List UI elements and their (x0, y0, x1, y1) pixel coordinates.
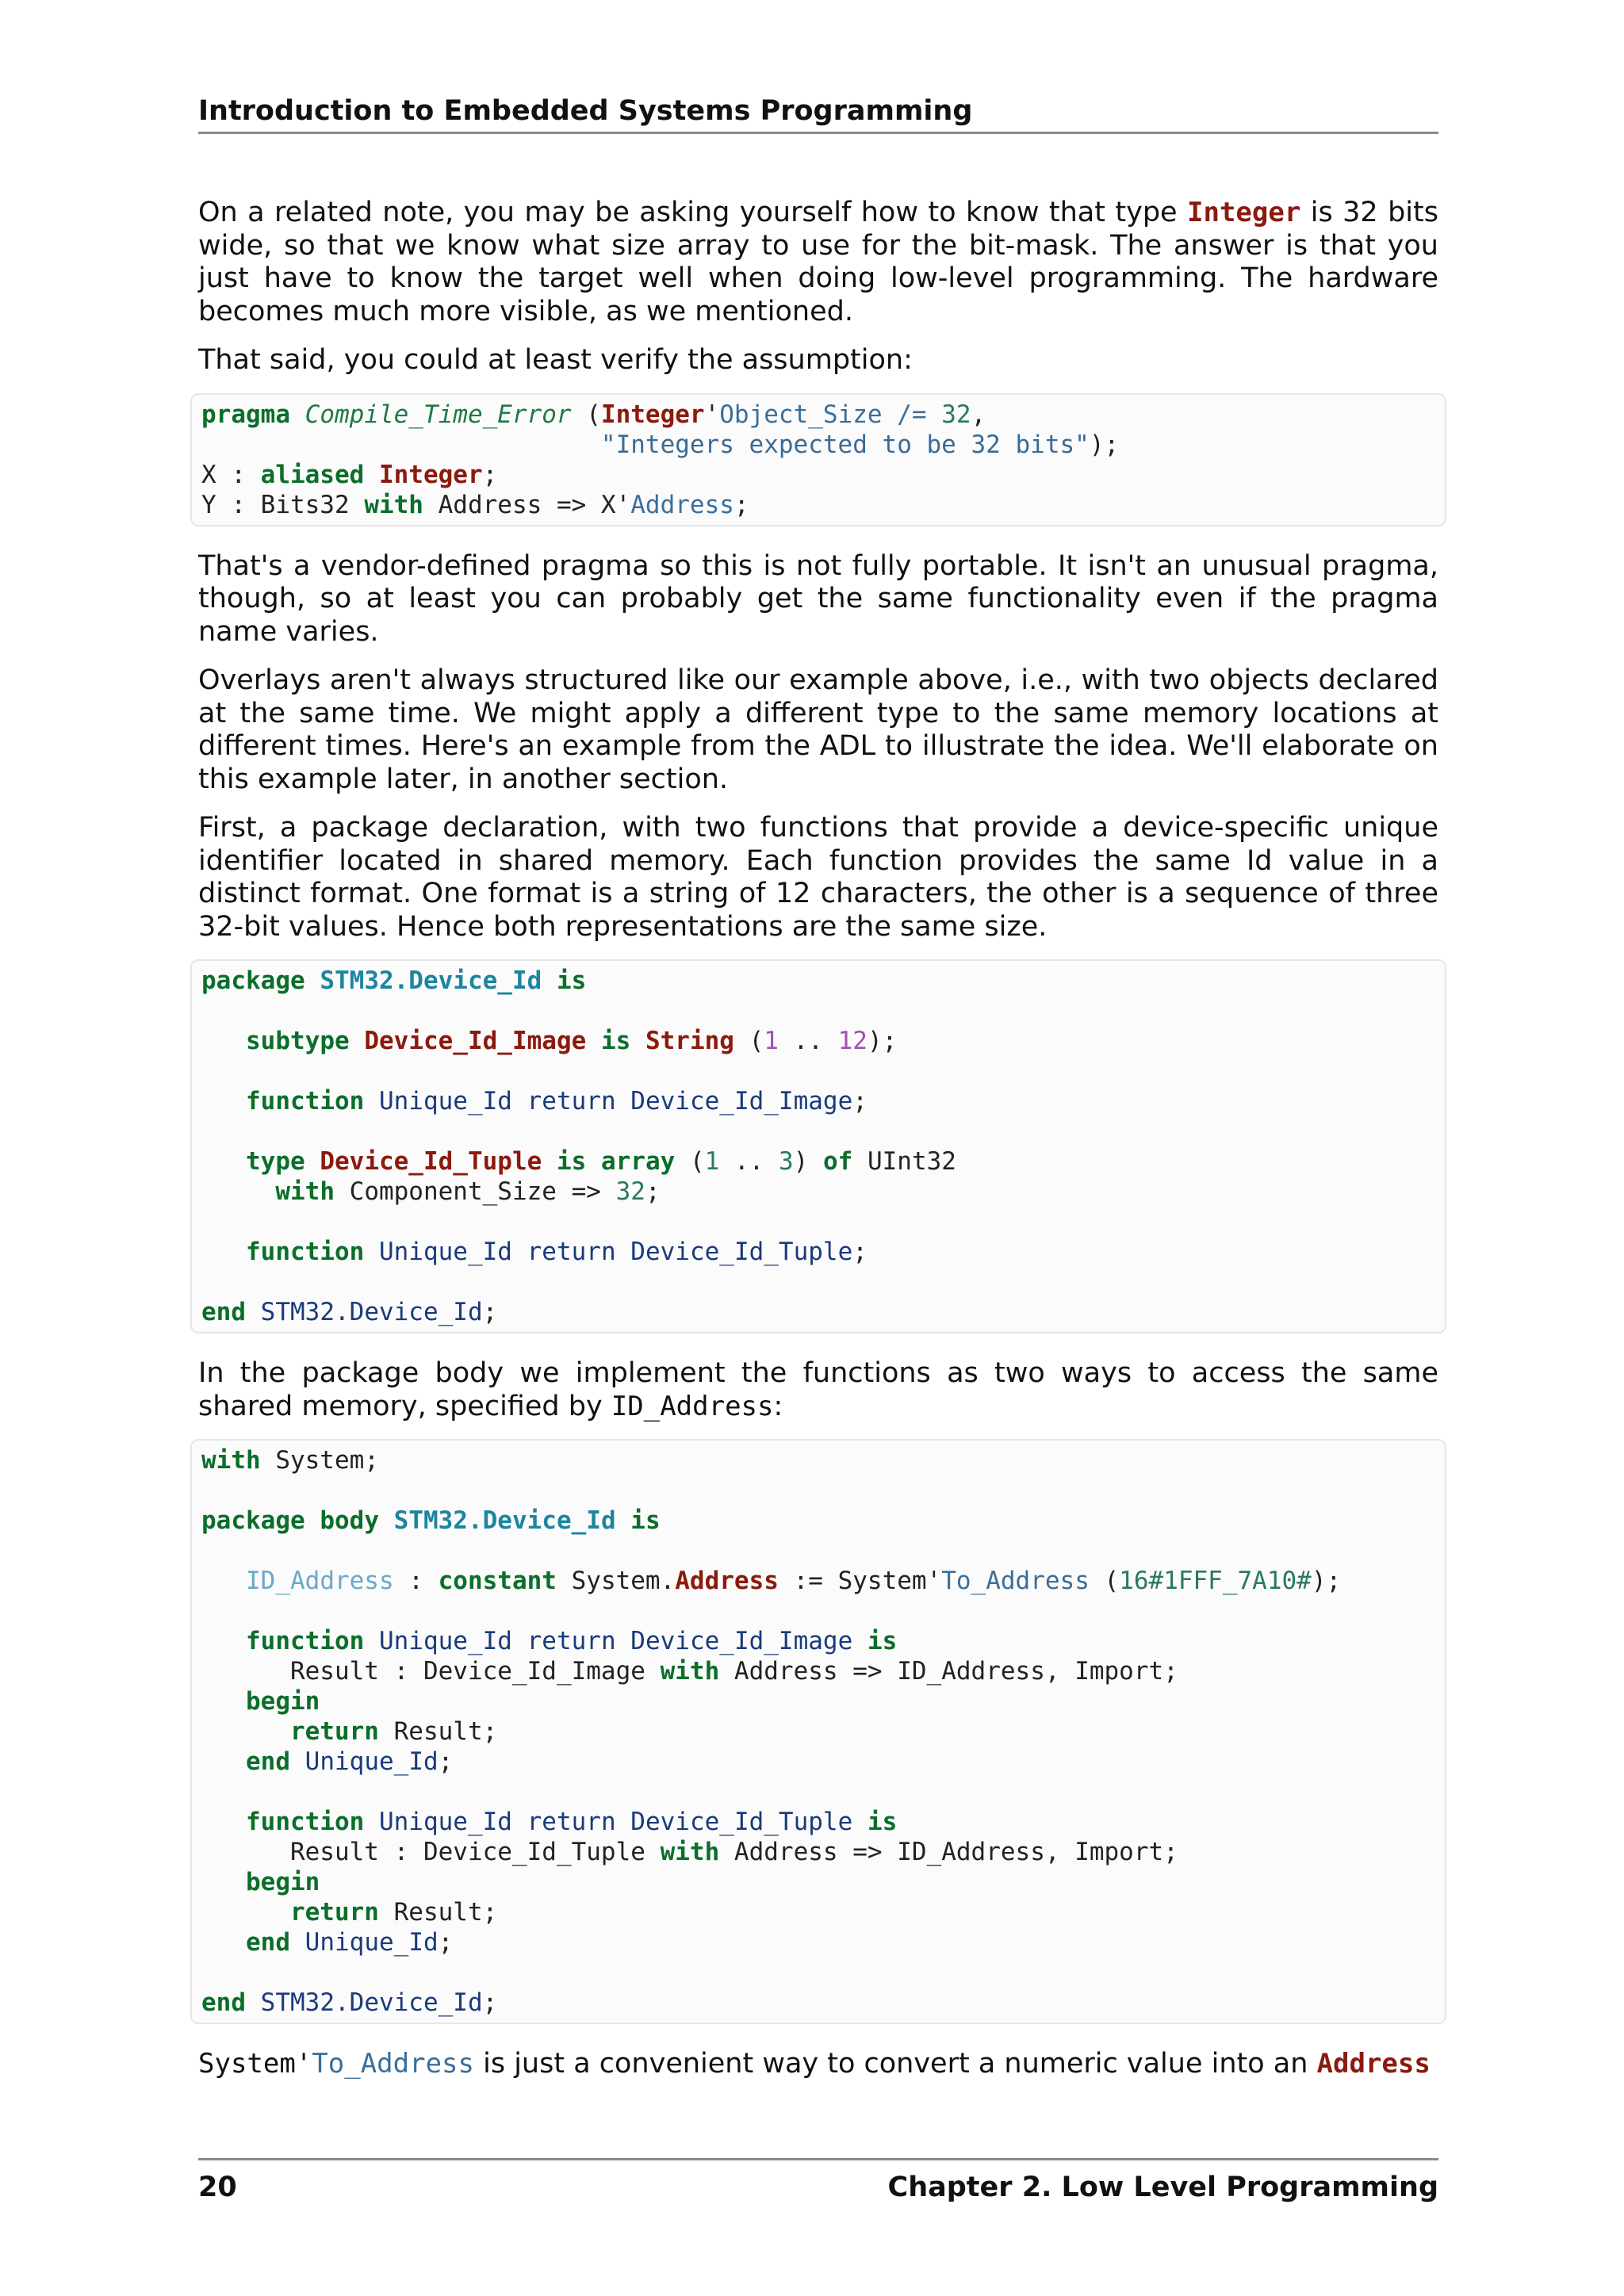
code-token: Component_Size => (349, 1177, 616, 1206)
code-token: subtype (246, 1027, 350, 1055)
text-run: is just a convenient way to convert a numeric value into an (474, 2048, 1317, 2080)
code-token: Device_Id_Tuple (423, 1838, 645, 1866)
code-line-blank (201, 1475, 1435, 1506)
code-token: Integer (600, 400, 705, 429)
code-token: end (246, 1747, 290, 1776)
page-content (198, 197, 1438, 2097)
code-token: := System' (778, 1567, 942, 1595)
code-token: ; (482, 1298, 498, 1326)
code-block-pragma (190, 393, 1446, 526)
code-token: 3 (778, 1147, 794, 1176)
code-token: ' (704, 400, 720, 429)
code-block-package-body (190, 1439, 1446, 2024)
code-token: pragma (201, 400, 290, 429)
running-header (198, 92, 1438, 134)
code-token: is (867, 1808, 898, 1836)
code-token: STM32.Device_Id (260, 1988, 483, 2017)
code-token: Device_Id_Tuple (630, 1238, 853, 1266)
code-line (201, 1807, 1435, 1837)
code-token: with (364, 490, 423, 519)
code-token: String (645, 1027, 734, 1055)
code-line (201, 460, 1435, 490)
code-token: STM32.Device_Id (260, 1298, 483, 1326)
code-line (201, 1297, 1435, 1327)
code-line (201, 1988, 1435, 2018)
code-line-blank (201, 1116, 1435, 1146)
code-token: System. (556, 1567, 676, 1595)
code-line (201, 1026, 1435, 1056)
code-token: Device_Id_Image (630, 1627, 853, 1655)
code-token: ; (733, 490, 749, 519)
code-token: is (600, 1027, 631, 1055)
code-token: Address (630, 490, 734, 519)
code-line (201, 1086, 1435, 1116)
code-token: Unique_Id (304, 1747, 439, 1776)
inline-code-to-address: To_Address (312, 2048, 474, 2080)
code-token: ; (852, 1087, 868, 1115)
code-token: end (201, 1298, 246, 1326)
code-line (201, 1445, 1435, 1475)
code-token: ; (438, 1928, 454, 1957)
code-token: Result; (378, 1898, 498, 1927)
code-line-blank (201, 1777, 1435, 1807)
code-token: Device_Id_Image (364, 1027, 587, 1055)
code-token: ( (1089, 1567, 1120, 1595)
code-block-package-spec (190, 959, 1446, 1334)
code-token: Unique_Id (378, 1238, 512, 1266)
code-token: 32 (615, 1177, 645, 1206)
code-token: ID_Address (246, 1567, 394, 1595)
code-token: Compile_Time_Error (304, 400, 572, 429)
code-token: Device_Id_Tuple (320, 1147, 542, 1176)
code-line (201, 1837, 1435, 1867)
inline-code-integer: Integer (1187, 197, 1301, 228)
code-token: Device_Id_Tuple (630, 1808, 853, 1836)
code-line (201, 1177, 1435, 1207)
code-token: ; (852, 1238, 868, 1266)
code-token: .. (778, 1027, 838, 1055)
code-token: 12 (837, 1027, 868, 1055)
code-line (201, 966, 1435, 996)
code-token: body (320, 1506, 379, 1535)
paragraph-integer-size (198, 197, 1438, 328)
code-token: function (246, 1238, 365, 1266)
code-line (201, 1146, 1435, 1177)
code-token: UInt32 (867, 1147, 956, 1176)
code-token: type (246, 1147, 305, 1176)
code-token: aliased (260, 460, 365, 489)
code-token: , (971, 400, 986, 429)
code-token: .. (719, 1147, 779, 1176)
running-footer (198, 2158, 1438, 2206)
code-token: STM32.Device_Id (320, 966, 542, 995)
paragraph-overlays: Overlays aren't always structured like our example above, i.e., with two objects declared at the same time. We might apply a different type to the same memory locations at different times. Here's an example from the ADL to illustrate the idea. We'll elaborate on this example later, in another section. (198, 664, 1438, 795)
paragraph-verify: That said, you could at least verify the assumption: (198, 344, 913, 376)
code-line-blank (201, 1267, 1435, 1297)
page-number: 20 (198, 2172, 237, 2203)
code-token: array (600, 1147, 676, 1176)
code-token: Unique_Id (378, 1087, 512, 1115)
code-token: 32 (941, 400, 971, 429)
code-token: ( (733, 1027, 764, 1055)
code-token: constant (438, 1567, 557, 1595)
code-token: ; (482, 460, 498, 489)
code-token: 16#1FFF_7A10# (1119, 1567, 1312, 1595)
text-run: On a related note, you may be asking yourself how to know that type (198, 197, 1187, 228)
code-line (201, 1747, 1435, 1777)
code-token: "Integers expected to be 32 bits" (600, 430, 1090, 459)
code-token: /= (882, 400, 942, 429)
code-token: return (527, 1627, 616, 1655)
code-token: ; (482, 1988, 498, 2017)
code-token: function (246, 1808, 365, 1836)
code-token: ) (793, 1147, 809, 1176)
code-line-blank (201, 1056, 1435, 1086)
paragraph-vendor-pragma: That's a vendor-defined pragma so this is not fully portable. It isn't an unusual pragma, though, so at least you can probably get the same functionality even if the pragma name varies. (198, 549, 1438, 648)
code-line (201, 1867, 1435, 1897)
code-line (201, 1566, 1435, 1596)
code-line-blank (201, 996, 1435, 1026)
code-token: end (246, 1928, 290, 1957)
code-token: with (275, 1177, 335, 1206)
code-line (201, 1626, 1435, 1656)
code-token: ; (645, 1177, 661, 1206)
code-token: ); (1311, 1567, 1342, 1595)
code-token: 1 (764, 1027, 779, 1055)
code-token: System; (260, 1446, 379, 1475)
text-run: is 32 bits wide, so that we know what size array to use for the bit-mask. The answer is that you just have to know the target well when doing low-level programming. The hardware becomes much more visible, as we mentioned. (198, 197, 1438, 327)
text-run: In the package body we implement the functions as two ways to access the same shared memory, specified by (198, 1357, 1438, 1422)
code-token: Object_Size (719, 400, 883, 429)
code-token: : (393, 1567, 439, 1595)
paragraph-package-body (198, 1357, 1438, 1423)
code-token: Unique_Id (378, 1627, 512, 1655)
code-line-blank (201, 1536, 1435, 1566)
code-line (201, 1927, 1435, 1957)
code-token: Address => X' (423, 490, 631, 519)
code-line (201, 1506, 1435, 1536)
code-token: Address => ID_Address, Import; (719, 1838, 1178, 1866)
code-token: Unique_Id (304, 1928, 439, 1957)
chapter-title: Chapter 2. Low Level Programming (887, 2172, 1438, 2203)
code-token: Result; (378, 1717, 498, 1746)
code-token: ( (675, 1147, 705, 1176)
code-token: return (527, 1087, 616, 1115)
code-token: ( (571, 400, 601, 429)
code-token: function (246, 1627, 365, 1655)
inline-code-id-address: ID_Address (611, 1390, 774, 1422)
code-token: is (556, 1147, 587, 1176)
code-token (201, 430, 601, 459)
code-line (201, 430, 1435, 460)
code-line (201, 400, 1435, 430)
code-line (201, 490, 1435, 520)
code-line (201, 1716, 1435, 1747)
code-token: 1 (704, 1147, 720, 1176)
code-line-blank (201, 1957, 1435, 1988)
code-token: with (201, 1446, 261, 1475)
inline-code-system: System' (198, 2048, 312, 2080)
code-token: package (201, 1506, 305, 1535)
code-line-blank (201, 1596, 1435, 1626)
code-token: with (660, 1657, 720, 1686)
code-token: is (630, 1506, 661, 1535)
inline-code-address: Address (1316, 2048, 1431, 2080)
code-token: Unique_Id (378, 1808, 512, 1836)
code-token (364, 461, 379, 489)
code-line-blank (201, 1207, 1435, 1237)
code-token: return (527, 1238, 616, 1266)
code-token: begin (246, 1687, 320, 1716)
code-token: To_Address (941, 1567, 1090, 1595)
code-token: ; (438, 1747, 454, 1776)
code-token: package (201, 966, 305, 995)
code-token: is (556, 966, 587, 995)
code-token: Device_Id_Image (630, 1087, 853, 1115)
header-title: Introduction to Embedded Systems Programming (198, 95, 973, 127)
code-token: end (201, 1988, 246, 2017)
code-token: X : (201, 460, 261, 489)
paragraph-to-address (198, 2048, 1438, 2081)
code-token: ); (867, 1027, 898, 1055)
code-token: return (527, 1808, 616, 1836)
code-token: of (822, 1147, 853, 1176)
code-token: begin (246, 1868, 320, 1896)
code-token: STM32.Device_Id (393, 1506, 616, 1535)
code-token: Device_Id_Image (423, 1657, 645, 1686)
code-token: return (289, 1717, 379, 1746)
code-line (201, 1237, 1435, 1267)
code-line (201, 1897, 1435, 1927)
code-token: ); (1089, 430, 1120, 459)
code-line (201, 1686, 1435, 1716)
code-token: with (660, 1838, 720, 1866)
code-token: Address (675, 1567, 779, 1595)
code-token: Integer (378, 460, 483, 489)
text-run: : (773, 1390, 783, 1422)
code-token: is (867, 1627, 898, 1655)
code-token: return (289, 1898, 379, 1927)
code-token: Result : (289, 1838, 423, 1866)
code-line (201, 1656, 1435, 1686)
code-token: Result : (289, 1657, 423, 1686)
code-token: Y : Bits32 (201, 490, 365, 519)
code-token: function (246, 1087, 365, 1115)
code-token: Address => ID_Address, Import; (719, 1657, 1178, 1686)
paragraph-package-declaration: First, a package declaration, with two functions that provide a device-specific unique identifier located in shared memory. Each function provides the same Id value in a distinct format. One format is a string of 12 characters, the other is a sequence of three 32-bit values. Hence both representations are the same size. (198, 812, 1438, 943)
